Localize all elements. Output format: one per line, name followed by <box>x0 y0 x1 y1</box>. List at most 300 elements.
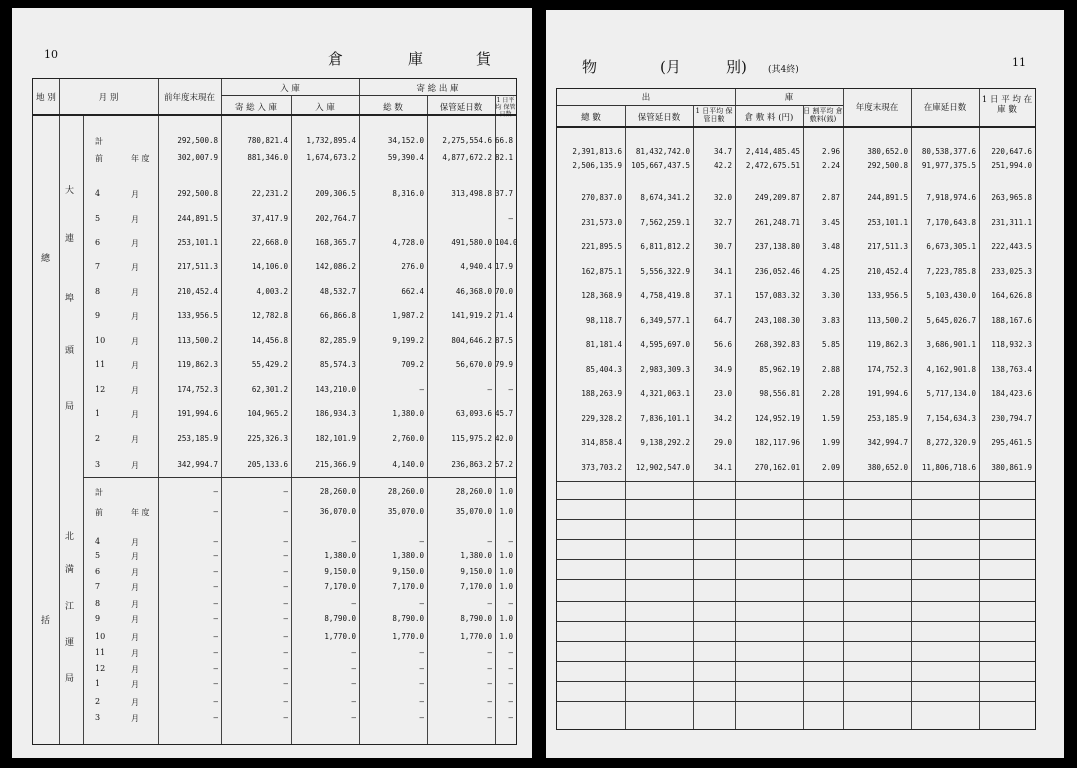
table-cell: — <box>487 697 492 706</box>
table-cell: 292,500.8 <box>177 189 218 198</box>
table-cell: 5,103,430.0 <box>926 291 976 300</box>
header-in-total: 寄 総 入 庫 <box>234 103 278 113</box>
table-cell: 124,952.19 <box>754 414 800 423</box>
table-cell: 59,390.4 <box>387 153 424 162</box>
table-cell: 42.0 <box>495 434 514 443</box>
header-fee: 倉 敷 料 (円) <box>744 113 794 123</box>
table-cell: 48,532.7 <box>319 287 356 296</box>
table-cell: — <box>283 582 288 591</box>
misc-label: 括 <box>41 616 51 626</box>
table-cell: 191,994.6 <box>867 389 908 398</box>
table-cell: 34.2 <box>713 414 732 423</box>
table-cell: — <box>213 697 218 706</box>
row-month: 計 <box>95 137 103 146</box>
table-cell: 1,770.0 <box>392 632 424 641</box>
region1-char: 埠 <box>65 294 75 304</box>
table-cell: 14,456.8 <box>251 336 288 345</box>
table-cell: — <box>508 713 513 722</box>
table-cell: 292,500.8 <box>867 161 908 170</box>
row-month-unit: 月 <box>131 680 139 689</box>
table-cell: — <box>487 713 492 722</box>
table-cell: 46,368.0 <box>455 287 492 296</box>
row-month-unit: 月 <box>131 288 139 297</box>
table-cell: 5,645,026.7 <box>926 316 976 325</box>
row-month: 計 <box>95 488 103 497</box>
table-cell: 23.0 <box>713 389 732 398</box>
table-cell: 3.30 <box>821 291 840 300</box>
region2-char: 江 <box>65 602 75 612</box>
header-prev-stock: 前年度末現在 <box>163 93 215 103</box>
table-cell: — <box>283 507 288 516</box>
table-cell: — <box>213 632 218 641</box>
table-cell: 1,674,673.2 <box>306 153 356 162</box>
table-cell: 1.59 <box>821 414 840 423</box>
table-cell: 56,670.0 <box>455 360 492 369</box>
table-cell: 4,321,063.1 <box>640 389 690 398</box>
table-cell: — <box>213 599 218 608</box>
table-cell: 81,432,742.0 <box>635 147 690 156</box>
table-cell: 186,934.3 <box>315 409 356 418</box>
header-out-group: 寄 総 出 庫 <box>416 84 459 94</box>
table-cell: 270,162.01 <box>754 463 800 472</box>
row-month-unit: 月 <box>131 435 139 444</box>
title-char: (月 <box>660 58 681 76</box>
table-cell: — <box>419 679 424 688</box>
table-cell: 251,994.0 <box>991 161 1032 170</box>
header-count: 總 數 <box>581 113 601 123</box>
table-cell: 56.6 <box>713 340 732 349</box>
table-cell: 174,752.3 <box>177 385 218 394</box>
row-month: 2 <box>95 434 101 443</box>
table-cell: 491,580.0 <box>451 238 492 247</box>
row-month-unit: 月 <box>131 239 139 248</box>
district-label: 總 <box>41 254 51 264</box>
table-cell: 141,919.2 <box>451 311 492 320</box>
table-cell: 261,248.71 <box>754 218 800 227</box>
table-cell: 217,511.3 <box>867 242 908 251</box>
header-in-plain: 入 庫 <box>315 103 335 113</box>
right-page <box>546 10 1064 758</box>
row-month-unit: 月 <box>131 583 139 592</box>
table-cell: 253,101.1 <box>177 238 218 247</box>
table-cell: 3.48 <box>821 242 840 251</box>
table-cell: 6,349,577.1 <box>640 316 690 325</box>
row-month-unit: 月 <box>131 410 139 419</box>
header-storage-days: 保管延日数 <box>439 103 483 113</box>
header-daily-avg: 1 日 平 均 在 庫 數 <box>981 95 1033 115</box>
table-cell: 17.9 <box>495 262 514 271</box>
table-cell: 9,150.0 <box>460 567 492 576</box>
table-cell: 231,573.0 <box>581 218 622 227</box>
row-month-unit: 年 度 <box>131 154 150 163</box>
table-cell: — <box>487 599 492 608</box>
table-cell: — <box>213 664 218 673</box>
table-cell: 80,538,377.6 <box>921 147 976 156</box>
table-cell: 34,152.0 <box>387 136 424 145</box>
table-cell: — <box>283 567 288 576</box>
table-cell: 55,429.2 <box>251 360 288 369</box>
table-cell: 36,070.0 <box>319 507 356 516</box>
table-cell: 215,366.9 <box>315 460 356 469</box>
table-cell: 5,556,322.9 <box>640 267 690 276</box>
table-cell: — <box>351 697 356 706</box>
table-cell: 4,728.0 <box>392 238 424 247</box>
region2-char: 満 <box>65 565 75 575</box>
header-avg-fee: 日 割平均 倉敷料(銭) <box>803 107 843 123</box>
table-cell: 22,668.0 <box>251 238 288 247</box>
row-month-unit: 月 <box>131 698 139 707</box>
table-cell: — <box>283 697 288 706</box>
table-cell: — <box>213 648 218 657</box>
table-cell: 162,875.1 <box>581 267 622 276</box>
table-cell: — <box>283 632 288 641</box>
table-cell: 2.24 <box>821 161 840 170</box>
row-month: 5 <box>95 214 101 223</box>
row-month-unit: 月 <box>131 665 139 674</box>
table-cell: — <box>213 713 218 722</box>
header-avg-days: 1 日平均 保管日数 <box>495 97 516 118</box>
table-cell: 4,877,672.2 <box>442 153 492 162</box>
row-month-unit: 月 <box>131 552 139 561</box>
header-storage-days: 保管延日数 <box>637 113 681 123</box>
table-cell: 8,790.0 <box>324 614 356 623</box>
table-cell: 380,652.0 <box>867 147 908 156</box>
table-cell: 243,108.30 <box>754 316 800 325</box>
table-cell: 1,987.2 <box>392 311 424 320</box>
table-cell: — <box>508 679 513 688</box>
table-cell: — <box>283 599 288 608</box>
table-cell: 6,811,812.2 <box>640 242 690 251</box>
table-cell: 91,977,375.5 <box>921 161 976 170</box>
table-cell: 113,500.2 <box>867 316 908 325</box>
table-cell: 82,285.9 <box>319 336 356 345</box>
table-cell: 9,150.0 <box>324 567 356 576</box>
row-month: 2 <box>95 697 101 706</box>
table-cell: 113,500.2 <box>177 336 218 345</box>
table-cell: 302,007.9 <box>177 153 218 162</box>
table-cell: 30.7 <box>713 242 732 251</box>
table-cell: 7,562,259.1 <box>640 218 690 227</box>
table-cell: — <box>283 648 288 657</box>
header-month: 月 別 <box>98 93 119 103</box>
table-cell: 2.88 <box>821 365 840 374</box>
table-cell: 79.9 <box>495 360 514 369</box>
table-cell: — <box>283 487 288 496</box>
table-cell: 9,150.0 <box>392 567 424 576</box>
table-cell: — <box>213 614 218 623</box>
table-cell: — <box>419 599 424 608</box>
table-cell: 276.0 <box>401 262 424 271</box>
row-month-unit: 月 <box>131 361 139 370</box>
row-month: 4 <box>95 189 101 198</box>
table-cell: — <box>351 664 356 673</box>
table-cell: 32.7 <box>713 218 732 227</box>
table-cell: 1,770.0 <box>460 632 492 641</box>
table-cell: 217,511.3 <box>177 262 218 271</box>
table-cell: 42.2 <box>713 161 732 170</box>
table-cell: 7,170.0 <box>392 582 424 591</box>
table-cell: 143,210.0 <box>315 385 356 394</box>
table-cell: 104,965.2 <box>247 409 288 418</box>
table-cell: 237,138.80 <box>754 242 800 251</box>
region1-char: 局 <box>65 402 75 412</box>
table-cell: 1,770.0 <box>324 632 356 641</box>
table-cell: 881,346.0 <box>247 153 288 162</box>
row-month: 前 <box>95 154 103 163</box>
table-cell: 34.9 <box>713 365 732 374</box>
row-month: 6 <box>95 238 101 247</box>
table-cell: — <box>419 648 424 657</box>
table-cell: 37,417.9 <box>251 214 288 223</box>
table-cell: 119,862.3 <box>867 340 908 349</box>
table-cell: 8,674,341.2 <box>640 193 690 202</box>
right-table <box>556 88 1036 730</box>
table-cell: 32.0 <box>713 193 732 202</box>
row-month-unit: 月 <box>131 568 139 577</box>
table-cell: 295,461.5 <box>991 438 1032 447</box>
header-stock-days: 在庫延日数 <box>923 103 967 113</box>
table-cell: — <box>419 664 424 673</box>
table-cell: 9,199.2 <box>392 336 424 345</box>
table-cell: 8,790.0 <box>392 614 424 623</box>
table-cell: 12,782.8 <box>251 311 288 320</box>
table-cell: 4,758,419.8 <box>640 291 690 300</box>
row-month-unit: 月 <box>131 461 139 470</box>
row-month-unit: 月 <box>131 714 139 723</box>
table-cell: 4.25 <box>821 267 840 276</box>
header-district: 地 別 <box>36 93 56 103</box>
table-cell: 220,647.6 <box>991 147 1032 156</box>
table-cell: — <box>213 567 218 576</box>
table-cell: 7,836,101.1 <box>640 414 690 423</box>
table-cell: 2,414,485.45 <box>745 147 800 156</box>
table-cell: 314,858.4 <box>581 438 622 447</box>
table-cell: 168,365.7 <box>315 238 356 247</box>
table-cell: 249,209.87 <box>754 193 800 202</box>
table-cell: 202,764.7 <box>315 214 356 223</box>
table-cell: 118,932.3 <box>991 340 1032 349</box>
table-cell: — <box>283 551 288 560</box>
table-cell: 1,380.0 <box>392 551 424 560</box>
table-cell: 5.85 <box>821 340 840 349</box>
table-cell: 7,170.0 <box>324 582 356 591</box>
table-cell: 138,763.4 <box>991 365 1032 374</box>
table-cell: 5,717,134.0 <box>926 389 976 398</box>
title-char: 庫 <box>408 50 424 68</box>
table-cell: 1,380.0 <box>392 409 424 418</box>
table-cell: 8,316.0 <box>392 189 424 198</box>
header-end-stock: 年度末現在 <box>855 103 899 113</box>
table-cell: — <box>283 713 288 722</box>
table-cell: 4,940.4 <box>460 262 492 271</box>
table-cell: 133,956.5 <box>177 311 218 320</box>
table-cell: 2.09 <box>821 463 840 472</box>
title-char: 物 <box>582 58 598 76</box>
table-cell: 313,498.8 <box>451 189 492 198</box>
table-cell: 4,003.2 <box>256 287 288 296</box>
table-cell: 71.4 <box>495 311 514 320</box>
row-month-unit: 月 <box>131 633 139 642</box>
row-month: 10 <box>95 336 106 345</box>
table-cell: — <box>419 713 424 722</box>
table-cell: 373,703.2 <box>581 463 622 472</box>
table-cell: 244,891.5 <box>867 193 908 202</box>
row-month-unit: 月 <box>131 615 139 624</box>
table-cell: 174,752.3 <box>867 365 908 374</box>
table-cell: 210,452.4 <box>177 287 218 296</box>
left-table <box>32 78 517 745</box>
table-cell: — <box>213 551 218 560</box>
row-month-unit: 月 <box>131 386 139 395</box>
table-cell: 34.1 <box>713 267 732 276</box>
row-month: 7 <box>95 582 101 591</box>
table-cell: 85,404.3 <box>585 365 622 374</box>
table-cell: 244,891.5 <box>177 214 218 223</box>
table-cell: 7,918,974.6 <box>926 193 976 202</box>
table-cell: — <box>213 582 218 591</box>
table-cell: — <box>508 648 513 657</box>
row-month-unit: 月 <box>131 649 139 658</box>
table-cell: 34.7 <box>713 147 732 156</box>
table-cell: — <box>508 214 513 223</box>
table-cell: 87.5 <box>495 336 514 345</box>
table-cell: — <box>419 537 424 546</box>
table-cell: — <box>351 713 356 722</box>
table-cell: 253,185.9 <box>867 414 908 423</box>
row-month: 11 <box>95 360 106 369</box>
table-cell: 182,101.9 <box>315 434 356 443</box>
table-cell: 6,673,305.1 <box>926 242 976 251</box>
table-cell: 1.0 <box>499 582 513 591</box>
row-month: 3 <box>95 713 101 722</box>
row-month: 7 <box>95 262 101 271</box>
row-month: 1 <box>95 409 101 418</box>
table-cell: 128,368.9 <box>581 291 622 300</box>
table-cell: 230,794.7 <box>991 414 1032 423</box>
table-cell: 98,118.7 <box>585 316 622 325</box>
table-cell: 35,070.0 <box>455 507 492 516</box>
table-cell: — <box>351 648 356 657</box>
table-cell: 3,686,901.1 <box>926 340 976 349</box>
region2-char: 北 <box>65 532 75 542</box>
table-cell: 780,821.4 <box>247 136 288 145</box>
table-cell: 8,790.0 <box>460 614 492 623</box>
table-cell: 236,052.46 <box>754 267 800 276</box>
table-cell: 205,133.6 <box>247 460 288 469</box>
table-cell: 229,328.2 <box>581 414 622 423</box>
table-cell: 662.4 <box>401 287 424 296</box>
table-cell: 164,626.8 <box>991 291 1032 300</box>
region1-char: 連 <box>65 234 75 244</box>
table-cell: 342,994.7 <box>867 438 908 447</box>
region1-char: 大 <box>65 186 75 196</box>
table-cell: 188,167.6 <box>991 316 1032 325</box>
table-cell: — <box>419 697 424 706</box>
table-cell: 2,472,675.51 <box>745 161 800 170</box>
table-cell: 4,595,697.0 <box>640 340 690 349</box>
row-month-unit: 月 <box>131 600 139 609</box>
row-month: 5 <box>95 551 101 560</box>
title-char: 倉 <box>328 50 344 68</box>
table-cell: 85,574.3 <box>319 360 356 369</box>
table-cell: — <box>283 537 288 546</box>
table-cell: — <box>508 697 513 706</box>
table-cell: 157,083.32 <box>754 291 800 300</box>
table-cell: 1.0 <box>499 507 513 516</box>
row-month: 前 <box>95 508 103 517</box>
row-month-unit: 月 <box>131 263 139 272</box>
table-cell: 115,975.2 <box>451 434 492 443</box>
table-cell: 70.0 <box>495 287 514 296</box>
table-cell: 380,861.9 <box>991 463 1032 472</box>
table-cell: 1,732,895.4 <box>306 136 356 145</box>
table-cell: 2,275,554.6 <box>442 136 492 145</box>
table-cell: 28,260.0 <box>319 487 356 496</box>
row-month-unit: 月 <box>131 312 139 321</box>
table-cell: 7,170,643.8 <box>926 218 976 227</box>
table-cell: 236,863.2 <box>451 460 492 469</box>
table-cell: 105,667,437.5 <box>631 161 690 170</box>
table-cell: — <box>508 599 513 608</box>
table-cell: 28,260.0 <box>455 487 492 496</box>
table-cell: 1.0 <box>499 614 513 623</box>
table-cell: 66.8 <box>495 136 514 145</box>
table-cell: 81,181.4 <box>585 340 622 349</box>
table-cell: — <box>487 537 492 546</box>
table-cell: 4,162,901.8 <box>926 365 976 374</box>
table-cell: — <box>508 385 513 394</box>
region2-char: 運 <box>65 638 75 648</box>
table-cell: 3.83 <box>821 316 840 325</box>
row-month: 4 <box>95 537 101 546</box>
table-cell: 292,500.8 <box>177 136 218 145</box>
row-month: 9 <box>95 614 101 623</box>
table-cell: — <box>213 679 218 688</box>
table-cell: 2.96 <box>821 147 840 156</box>
table-cell: 270,837.0 <box>581 193 622 202</box>
row-month-unit: 月 <box>131 190 139 199</box>
table-cell: 14,106.0 <box>251 262 288 271</box>
table-cell: 233,025.3 <box>991 267 1032 276</box>
table-cell: 1,380.0 <box>460 551 492 560</box>
table-cell: 253,101.1 <box>867 218 908 227</box>
table-cell: 85,962.19 <box>759 365 800 374</box>
table-cell: 182,117.96 <box>754 438 800 447</box>
table-cell: — <box>487 648 492 657</box>
table-cell: 119,862.3 <box>177 360 218 369</box>
table-cell: 184,423.6 <box>991 389 1032 398</box>
table-cell: 380,652.0 <box>867 463 908 472</box>
table-cell: 4,140.0 <box>392 460 424 469</box>
header-out-count: 総 数 <box>383 103 403 113</box>
table-cell: — <box>283 664 288 673</box>
table-cell: 57.2 <box>495 460 514 469</box>
table-cell: — <box>283 614 288 623</box>
table-cell: 133,956.5 <box>867 291 908 300</box>
table-cell: 1.0 <box>499 551 513 560</box>
table-cell: 2,506,135.9 <box>572 161 622 170</box>
row-month: 1 <box>95 679 101 688</box>
table-cell: 45.7 <box>495 409 514 418</box>
table-cell: 221,895.5 <box>581 242 622 251</box>
table-cell: 29.0 <box>713 438 732 447</box>
table-cell: 82.1 <box>495 153 514 162</box>
table-cell: 1.0 <box>499 487 513 496</box>
table-cell: 7,170.0 <box>460 582 492 591</box>
table-cell: 2.87 <box>821 193 840 202</box>
table-cell: 37.1 <box>713 291 732 300</box>
table-cell: 11,806,718.6 <box>921 463 976 472</box>
